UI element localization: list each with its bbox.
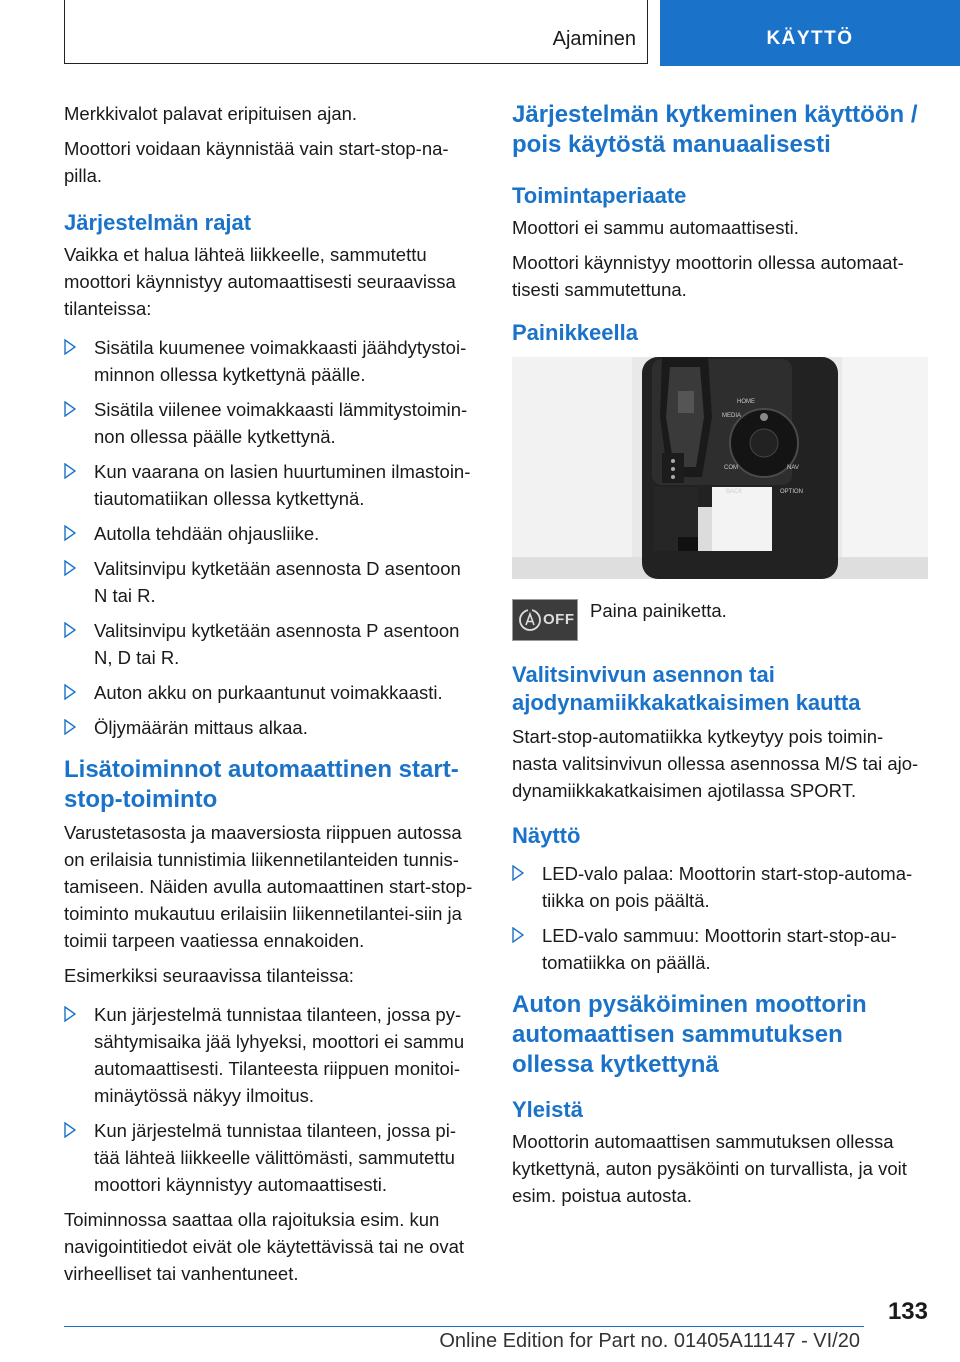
limits-paragraph: Vaikka et halua lähteä liikkeelle, sammutettu moottori käynnistyy automaattisesti seuraavissa tilanteissa: [64,244,456,319]
center-console-image [512,357,928,579]
list-item [64,520,478,547]
bullet-triangle-icon [64,719,76,735]
bullet-triangle-icon [64,684,76,700]
list-item-text: Valitsinvipu kytketään asennosta D asentoon N tai R. [94,558,461,606]
list-item [64,679,478,706]
left-column [64,100,478,1295]
list-item [64,1001,478,1109]
examples-intro: Esimerkiksi seuraavissa tilanteissa: [64,965,354,986]
list-item [64,555,478,609]
bullet-triangle-icon [64,622,76,638]
selector-paragraph: Start-stop-automatiikka kytkeytyy pois toimin-nasta valitsinvivun ollessa asennossa M/S tai ajo-dynamiikkakatkaisimen ajotilassa SPORT. [512,726,919,801]
list-item-text: LED-valo sammuu: Moottorin start-stop-au-tomatiikka on päällä. [542,925,897,973]
svg-text:COM: COM [724,465,738,471]
svg-text:HOME: HOME [737,399,755,405]
list-item [64,334,478,388]
list-item-text: Kun järjestelmä tunnistaa tilanteen, jossa pi-tää lähteä liikkeelle välittömästi, sammutettu moottori käynnistyy automaattisesti. [94,1120,456,1195]
list-item [512,922,928,976]
list-item [64,617,478,671]
list-item-text: Kun järjestelmä tunnistaa tilanteen, jossa py-sähtymisaika jää lyhyeksi, moottori ei sammu automaattisesti. Tilanteesta riippuen monitoi-minäytössä näkyy ilmoitus. [94,1004,465,1106]
list-item [64,396,478,450]
list-item-text: Öljymäärän mittaus alkaa. [94,717,308,738]
extra-functions-paragraph: Varustetasosta ja maaversiosta riippuen autossa on erilaisia tunnistimia liikennetilanteiden tunnis-tamiseen. Näiden avulla automaattinen start-stop-toiminto mukautuu erilaisiin liikennetilantei-siin ja toimii tarpeen vaatiessa ennakoiden. [64,822,473,951]
manual-toggle-heading: Järjestelmän kytkeminen käyttöön / pois käytöstä manuaalisesti [512,101,918,158]
principle-paragraph-1: Moottori ei sammu automaattisesti. [512,217,799,238]
bullet-triangle-icon [64,560,76,576]
list-item [64,458,478,512]
bullet-triangle-icon [64,1122,76,1138]
bullet-triangle-icon [64,1006,76,1022]
svg-text:NAV: NAV [787,465,799,471]
display-heading: Näyttö [512,823,581,848]
general-paragraph: Moottorin automaattisen sammutuksen ollessa kytkettynä, auton pysäköinti on turvallista, ja voit esim. poistua autosta. [512,1131,907,1206]
button-heading: Painikkeella [512,320,638,345]
bullet-triangle-icon [64,525,76,541]
parking-heading: Auton pysäköiminen moottorin automaattisen sammutuksen ollessa kytkettynä [512,991,867,1078]
auto-start-stop-off-button-icon [512,599,578,641]
display-list [512,860,928,976]
header-chapter-tab [660,0,960,66]
svg-text:OPTION: OPTION [780,489,804,495]
list-item-text: Sisätila viilenee voimakkaasti lämmitystoimin-non ollessa päälle kytkettynä. [94,399,468,447]
examples-list [64,1001,478,1198]
auto-a-icon [515,600,545,640]
intro-paragraph-1: Merkkivalot palavat eripituisen ajan. [64,103,358,124]
list-item-text: Valitsinvipu kytketään asennosta P asentoon N, D tai R. [94,620,460,668]
header-section-title: Ajaminen [552,28,636,50]
bullet-triangle-icon [64,339,76,355]
right-column [512,100,928,1217]
bullet-triangle-icon [512,865,524,881]
center-console-illustration [512,357,928,579]
footer-divider [64,1326,864,1327]
off-button-instruction [512,597,928,641]
footer-edition-text: Online Edition for Part no. 01405A11147 - VI/20 [439,1330,860,1352]
general-heading: Yleistä [512,1097,583,1122]
list-item-text: Kun vaarana on lasien huurtuminen ilmastoin-tiautomatiikan ollessa kytkettynä. [94,461,471,509]
list-item [64,714,478,741]
list-item [512,860,928,914]
bullet-triangle-icon [64,401,76,417]
principle-heading: Toimintaperiaate [512,183,687,208]
bullet-triangle-icon [512,927,524,943]
limits-list [64,334,478,741]
list-item-text: LED-valo palaa: Moottorin start-stop-automa-tiikka on pois päältä. [542,863,913,911]
page-number: 133 [887,1298,928,1325]
bullet-triangle-icon [64,463,76,479]
press-button-text: Paina painiketta. [590,600,727,621]
list-item [64,1117,478,1198]
list-item-text: Sisätila kuumenee voimakkaasti jäähdytystoi-minnon ollessa kytkettynä päälle. [94,337,467,385]
limits-heading: Järjestelmän rajat [64,210,252,235]
intro-paragraph-2: Moottori voidaan käynnistää vain start-stop-na-pilla. [64,138,449,186]
off-icon-label: OFF [543,611,575,628]
limitations-paragraph: Toiminnossa saattaa olla rajoituksia esim. kun navigointitiedot eivät ole käytettävissä tai ne ovat virheelliset tai vanhentuneet. [64,1209,465,1284]
principle-paragraph-2: Moottori käynnistyy moottorin ollessa automaat-tisesti sammutettuna. [512,252,904,300]
selector-heading: Valitsinvivun asennon tai ajodynamiikkakatkaisimen kautta [512,662,861,715]
header-chapter-label: KÄYTTÖ [766,28,854,49]
extra-functions-heading: Lisätoiminnot automaattinen start-stop-toiminto [64,756,459,813]
svg-text:BACK: BACK [726,489,743,495]
list-item-text: Autolla tehdään ohjausliike. [94,523,320,544]
svg-text:MEDIA: MEDIA [722,413,742,419]
list-item-text: Auton akku on purkaantunut voimakkaasti. [94,682,443,703]
